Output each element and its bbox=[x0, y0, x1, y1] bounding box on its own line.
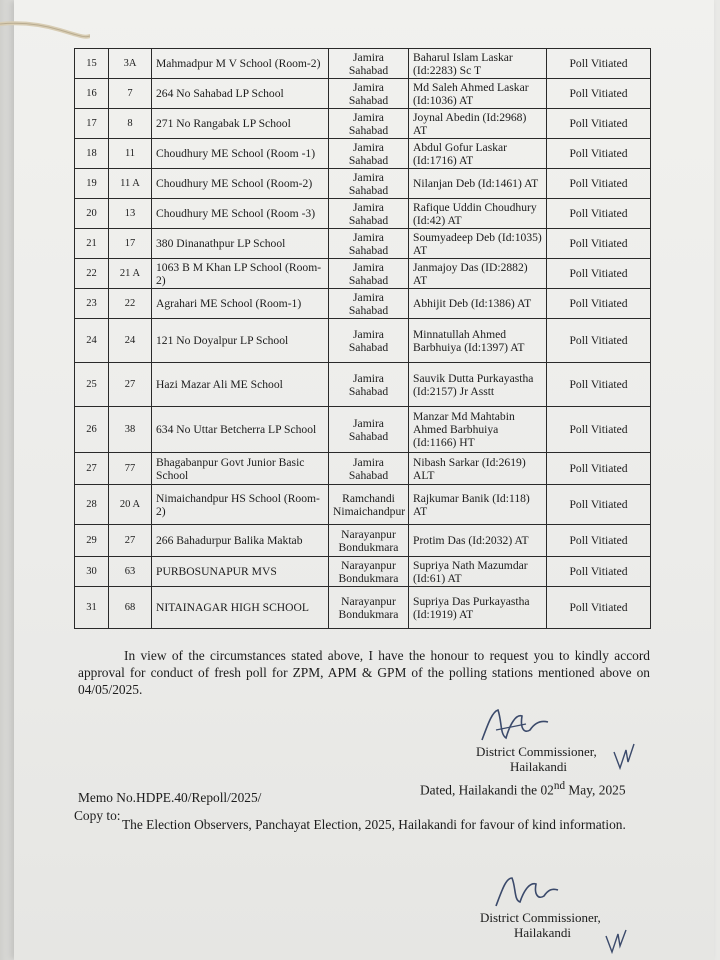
remark-cell: Poll Vitiated bbox=[547, 363, 651, 407]
polling-station-number-cell: 11 A bbox=[109, 169, 152, 199]
gp-name-cell: Narayanpur Bondukmara bbox=[329, 525, 409, 557]
school-name-cell: 264 No Sahabad LP School bbox=[152, 79, 329, 109]
table-row bbox=[75, 363, 651, 407]
school-name-cell: Mahmadpur M V School (Room-2) bbox=[152, 49, 329, 79]
initial-mark-icon bbox=[612, 742, 636, 772]
polling-station-number-cell: 21 A bbox=[109, 259, 152, 289]
serial-number-cell: 29 bbox=[75, 525, 109, 557]
serial-number-cell: 25 bbox=[75, 363, 109, 407]
presiding-officer-cell: Protim Das (Id:2032) AT bbox=[409, 525, 547, 557]
signature-scribble-icon bbox=[476, 704, 556, 748]
presiding-officer-cell: Md Saleh Ahmed Laskar (Id:1036) AT bbox=[409, 79, 547, 109]
polling-station-number-cell: 27 bbox=[109, 525, 152, 557]
request-paragraph: In view of the circumstances stated above, I have the honour to request you to kindly accord approval for conduct of fresh poll for ZPM, APM & GPM of the polling stations mentioned above on 04/05/2025. bbox=[78, 648, 650, 697]
polling-station-number-cell: 24 bbox=[109, 319, 152, 363]
remark-cell: Poll Vitiated bbox=[547, 557, 651, 587]
remark-cell: Poll Vitiated bbox=[547, 525, 651, 557]
table-row bbox=[75, 289, 651, 319]
polling-station-number-cell: 27 bbox=[109, 363, 152, 407]
serial-number-cell: 23 bbox=[75, 289, 109, 319]
polling-station-number-cell: 20 A bbox=[109, 485, 152, 525]
gp-name-cell: Narayanpur Bondukmara bbox=[329, 587, 409, 629]
serial-number-cell: 15 bbox=[75, 49, 109, 79]
gp-name-cell: Jamira Sahabad bbox=[329, 319, 409, 363]
school-name-cell: PURBOSUNAPUR MVS bbox=[152, 557, 329, 587]
serial-number-cell: 30 bbox=[75, 557, 109, 587]
table-row bbox=[75, 407, 651, 453]
presiding-officer-cell: Abdul Gofur Laskar (Id:1716) AT bbox=[409, 139, 547, 169]
polling-station-number-cell: 8 bbox=[109, 109, 152, 139]
copy-to-text: The Election Observers, Panchayat Election, 2025, Hailakandi for favour of kind information. bbox=[122, 817, 626, 832]
binding-string-icon bbox=[0, 18, 90, 40]
gp-name-cell: Jamira Sahabad bbox=[329, 453, 409, 485]
serial-number-cell: 18 bbox=[75, 139, 109, 169]
gp-name-cell: Jamira Sahabad bbox=[329, 259, 409, 289]
serial-number-cell: 17 bbox=[75, 109, 109, 139]
serial-number-cell: 19 bbox=[75, 169, 109, 199]
table-row bbox=[75, 319, 651, 363]
gp-name-cell: Jamira Sahabad bbox=[329, 79, 409, 109]
initial-mark-2-icon bbox=[604, 928, 628, 956]
presiding-officer-cell: Nibash Sarkar (Id:2619) ALT bbox=[409, 453, 547, 485]
remark-cell: Poll Vitiated bbox=[547, 169, 651, 199]
presiding-officer-cell: Minnatullah Ahmed Barbhuiya (Id:1397) AT bbox=[409, 319, 547, 363]
serial-number-cell: 22 bbox=[75, 259, 109, 289]
signature-block-2 bbox=[480, 910, 601, 940]
gp-name-cell: Ramchandi Nimaichandpur bbox=[329, 485, 409, 525]
presiding-officer-cell: Baharul Islam Laskar (Id:2283) Sc T bbox=[409, 49, 547, 79]
copy-to-label: Copy to: bbox=[74, 808, 121, 823]
polling-station-number-cell: 63 bbox=[109, 557, 152, 587]
school-name-cell: 380 Dinanathpur LP School bbox=[152, 229, 329, 259]
table-row bbox=[75, 49, 651, 79]
presiding-officer-cell: Janmajoy Das (ID:2882) AT bbox=[409, 259, 547, 289]
remark-cell: Poll Vitiated bbox=[547, 587, 651, 629]
school-name-cell: Hazi Mazar Ali ME School bbox=[152, 363, 329, 407]
polling-station-number-cell: 17 bbox=[109, 229, 152, 259]
presiding-officer-cell: Rafique Uddin Choudhury (Id:42) AT bbox=[409, 199, 547, 229]
gp-name-cell: Jamira Sahabad bbox=[329, 289, 409, 319]
signature-2-title: District Commissioner, bbox=[480, 910, 601, 925]
remark-cell: Poll Vitiated bbox=[547, 485, 651, 525]
serial-number-cell: 16 bbox=[75, 79, 109, 109]
gp-name-cell: Jamira Sahabad bbox=[329, 139, 409, 169]
polling-stations-table bbox=[74, 48, 651, 629]
school-name-cell: 121 No Doyalpur LP School bbox=[152, 319, 329, 363]
remark-cell: Poll Vitiated bbox=[547, 139, 651, 169]
signature-scribble-2-icon bbox=[492, 872, 562, 912]
serial-number-cell: 31 bbox=[75, 587, 109, 629]
polling-station-number-cell: 11 bbox=[109, 139, 152, 169]
presiding-officer-cell: Joynal Abedin (Id:2968) AT bbox=[409, 109, 547, 139]
serial-number-cell: 20 bbox=[75, 199, 109, 229]
gp-name-cell: Jamira Sahabad bbox=[329, 229, 409, 259]
gp-name-cell: Jamira Sahabad bbox=[329, 363, 409, 407]
school-name-cell: 266 Bahadurpur Balika Maktab bbox=[152, 525, 329, 557]
presiding-officer-cell: Soumyadeep Deb (Id:1035) AT bbox=[409, 229, 547, 259]
gp-name-cell: Jamira Sahabad bbox=[329, 169, 409, 199]
presiding-officer-cell: Sauvik Dutta Purkayastha (Id:2157) Jr Asstt bbox=[409, 363, 547, 407]
school-name-cell: Choudhury ME School (Room -3) bbox=[152, 199, 329, 229]
table-row bbox=[75, 109, 651, 139]
serial-number-cell: 28 bbox=[75, 485, 109, 525]
serial-number-cell: 26 bbox=[75, 407, 109, 453]
remark-cell: Poll Vitiated bbox=[547, 199, 651, 229]
table-row bbox=[75, 259, 651, 289]
remark-cell: Poll Vitiated bbox=[547, 407, 651, 453]
table-row bbox=[75, 485, 651, 525]
polling-station-number-cell: 68 bbox=[109, 587, 152, 629]
remark-cell: Poll Vitiated bbox=[547, 79, 651, 109]
remark-cell: Poll Vitiated bbox=[547, 49, 651, 79]
table-row bbox=[75, 79, 651, 109]
table-row bbox=[75, 199, 651, 229]
presiding-officer-cell: Rajkumar Banik (Id:118) AT bbox=[409, 485, 547, 525]
presiding-officer-cell: Supriya Das Purkayastha (Id:1919) AT bbox=[409, 587, 547, 629]
school-name-cell: 271 No Rangabak LP School bbox=[152, 109, 329, 139]
presiding-officer-cell: Nilanjan Deb (Id:1461) AT bbox=[409, 169, 547, 199]
memo-number: Memo No.HDPE.40/Repoll/2025/ bbox=[78, 790, 262, 805]
polling-station-number-cell: 22 bbox=[109, 289, 152, 319]
polling-station-number-cell: 7 bbox=[109, 79, 152, 109]
remark-cell: Poll Vitiated bbox=[547, 229, 651, 259]
remark-cell: Poll Vitiated bbox=[547, 319, 651, 363]
school-name-cell: Agrahari ME School (Room-1) bbox=[152, 289, 329, 319]
table-row bbox=[75, 587, 651, 629]
presiding-officer-cell: Manzar Md Mahtabin Ahmed Barbhuiya (Id:1166) HT bbox=[409, 407, 547, 453]
table-row bbox=[75, 139, 651, 169]
school-name-cell: 634 No Uttar Betcherra LP School bbox=[152, 407, 329, 453]
gp-name-cell: Narayanpur Bondukmara bbox=[329, 557, 409, 587]
dated-line: Dated, Hailakandi the 02nd May, 2025 bbox=[420, 780, 626, 798]
serial-number-cell: 27 bbox=[75, 453, 109, 485]
school-name-cell: Choudhury ME School (Room -1) bbox=[152, 139, 329, 169]
remark-cell: Poll Vitiated bbox=[547, 259, 651, 289]
table-row bbox=[75, 169, 651, 199]
presiding-officer-cell: Supriya Nath Mazumdar (Id:61) AT bbox=[409, 557, 547, 587]
polling-station-number-cell: 77 bbox=[109, 453, 152, 485]
polling-station-number-cell: 13 bbox=[109, 199, 152, 229]
gp-name-cell: Jamira Sahabad bbox=[329, 407, 409, 453]
remark-cell: Poll Vitiated bbox=[547, 453, 651, 485]
school-name-cell: Bhagabanpur Govt Junior Basic School bbox=[152, 453, 329, 485]
gp-name-cell: Jamira Sahabad bbox=[329, 199, 409, 229]
table-row bbox=[75, 453, 651, 485]
signature-1-place: Hailakandi bbox=[510, 759, 568, 774]
school-name-cell: Nimaichandpur HS School (Room-2) bbox=[152, 485, 329, 525]
serial-number-cell: 21 bbox=[75, 229, 109, 259]
signature-1-title: District Commissioner, bbox=[476, 744, 597, 759]
gp-name-cell: Jamira Sahabad bbox=[329, 109, 409, 139]
presiding-officer-cell: Abhijit Deb (Id:1386) AT bbox=[409, 289, 547, 319]
table-row bbox=[75, 557, 651, 587]
remark-cell: Poll Vitiated bbox=[547, 289, 651, 319]
signature-block-1 bbox=[476, 744, 597, 774]
polling-station-number-cell: 38 bbox=[109, 407, 152, 453]
table-row bbox=[75, 525, 651, 557]
signature-2-place: Hailakandi bbox=[514, 925, 572, 940]
gp-name-cell: Jamira Sahabad bbox=[329, 49, 409, 79]
school-name-cell: Choudhury ME School (Room-2) bbox=[152, 169, 329, 199]
school-name-cell: NITAINAGAR HIGH SCHOOL bbox=[152, 587, 329, 629]
school-name-cell: 1063 B M Khan LP School (Room-2) bbox=[152, 259, 329, 289]
table-row bbox=[75, 229, 651, 259]
serial-number-cell: 24 bbox=[75, 319, 109, 363]
remark-cell: Poll Vitiated bbox=[547, 109, 651, 139]
polling-station-number-cell: 3A bbox=[109, 49, 152, 79]
